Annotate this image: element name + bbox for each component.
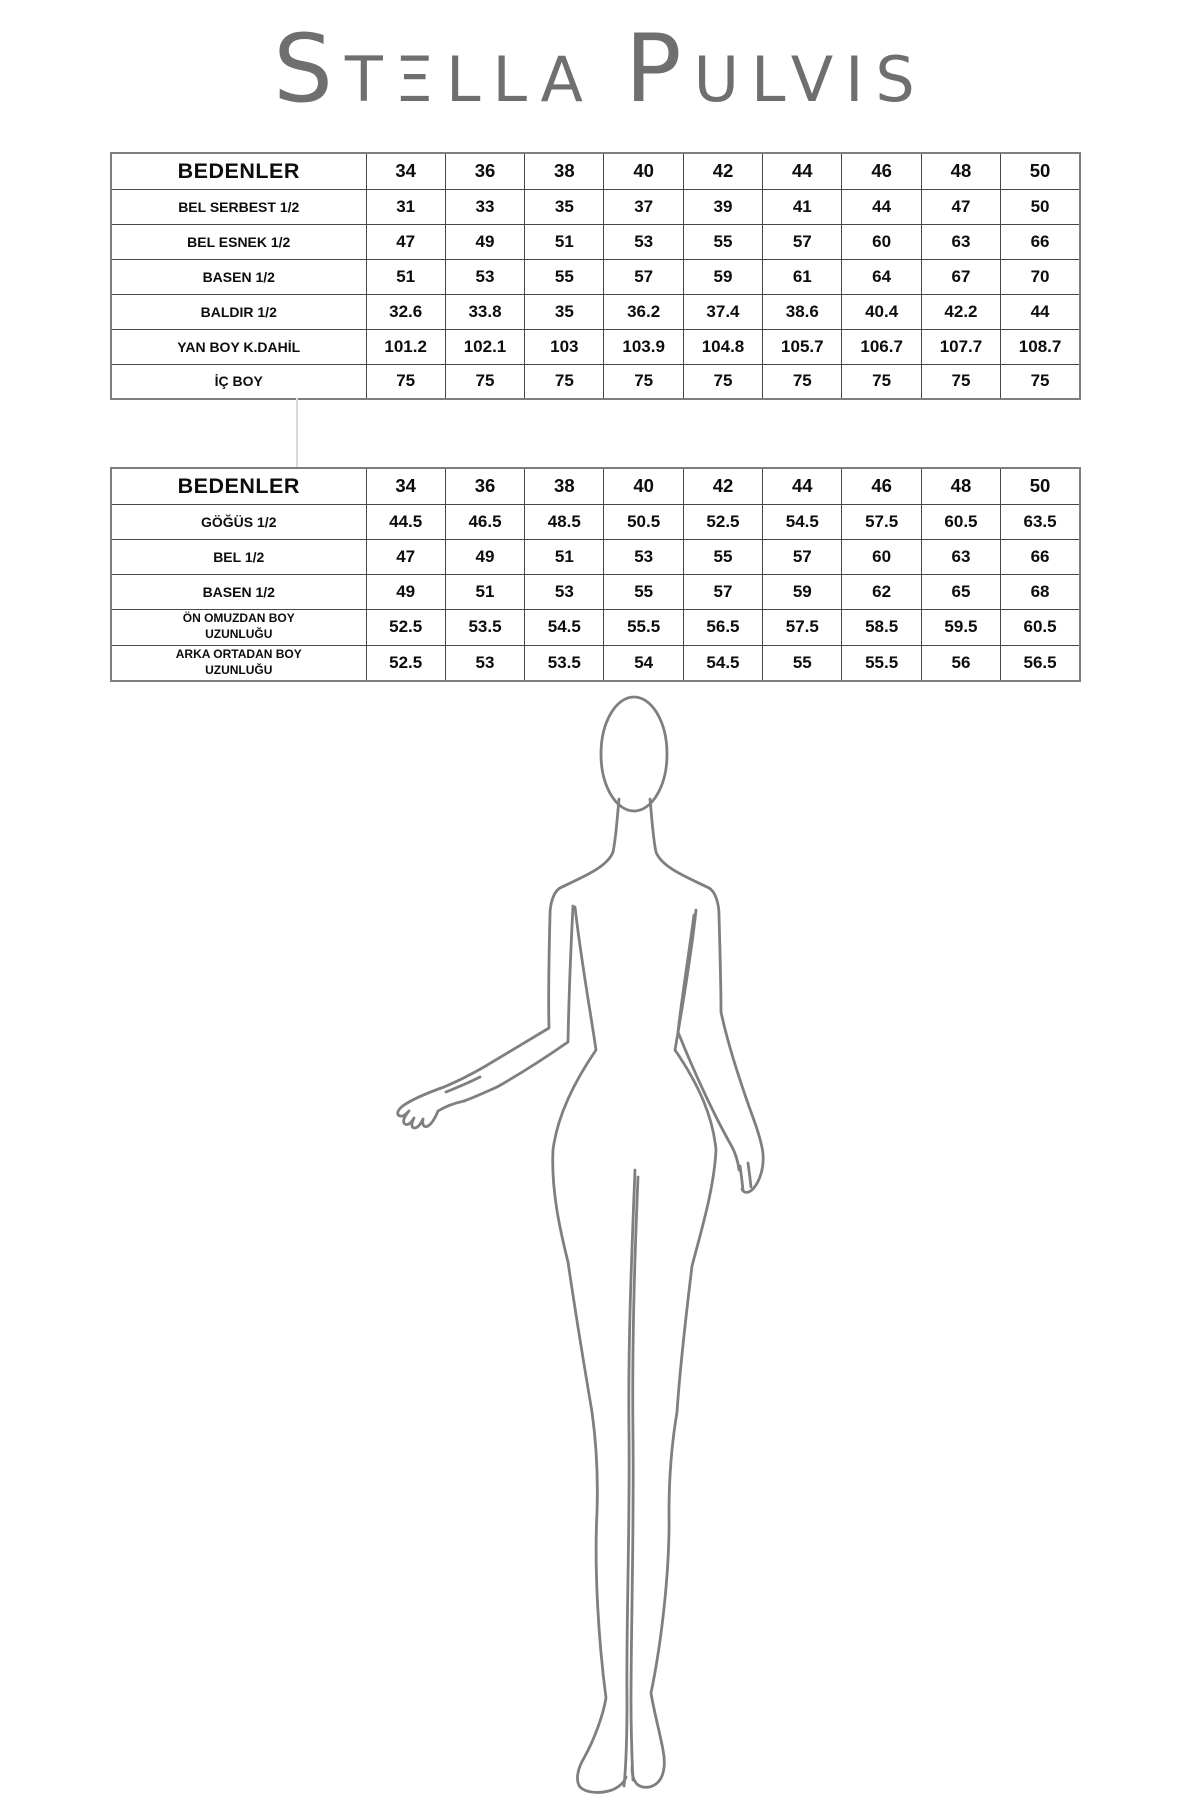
measurement-row-label [111,259,366,294]
measurement-value-cell: 55 [525,259,604,294]
measurement-value-cell: 38.6 [763,294,842,329]
measurement-row [111,259,1080,294]
croquis-right-arm-outer [650,799,763,1192]
croquis-left-hand-knuckle [446,1077,480,1092]
size-column-header: 50 [1001,468,1080,504]
measurement-row-label [111,224,366,259]
measurement-value-cell: 41 [763,189,842,224]
croquis-inner-leg-right [631,1177,638,1780]
measurement-value-cell: 53 [604,539,683,574]
size-chart-header-label: BEDENLER [111,468,366,504]
brand-logo [0,15,1200,128]
measurement-row-label [111,645,366,681]
size-chart-header-label: BEDENLER [111,153,366,189]
measurement-value-cell: 37 [604,189,683,224]
measurement-value-cell: 49 [366,574,445,609]
measurement-value-cell: 56.5 [683,609,762,645]
measurement-row [111,189,1080,224]
measurement-row [111,294,1080,329]
measurement-value-cell: 35 [525,294,604,329]
measurement-value-cell: 55 [683,539,762,574]
size-chart-lower-body [110,152,1081,400]
measurement-value-cell: 37.4 [683,294,762,329]
measurement-value-cell: 49 [445,539,524,574]
size-column-header: 34 [366,468,445,504]
size-column-header: 36 [445,468,524,504]
measurement-value-cell: 51 [366,259,445,294]
measurement-value-cell: 62 [842,574,921,609]
measurement-value-cell: 50.5 [604,504,683,539]
size-column-header: 36 [445,153,524,189]
measurement-value-cell: 47 [921,189,1000,224]
measurement-row-label [111,294,366,329]
measurement-value-cell: 66 [1001,539,1080,574]
measurement-value-cell: 53 [445,645,524,681]
measurement-value-cell: 108.7 [1001,329,1080,364]
measurement-value-cell: 57 [604,259,683,294]
measurement-value-cell: 106.7 [842,329,921,364]
size-column-header: 34 [366,153,445,189]
measurement-value-cell: 59 [683,259,762,294]
size-column-header: 46 [842,153,921,189]
measurement-value-cell: 60 [842,539,921,574]
measurement-value-cell: 57 [763,224,842,259]
measurement-value-cell: 52.5 [366,609,445,645]
measurement-value-cell: 54.5 [683,645,762,681]
size-column-header: 38 [525,468,604,504]
measurement-value-cell: 101.2 [366,329,445,364]
measurement-value-cell: 75 [525,364,604,399]
measurement-value-cell: 64 [842,259,921,294]
measurement-row-label-text: BASEN 1/2 [202,583,275,600]
measurement-value-cell: 70 [1001,259,1080,294]
measurement-row-label-text: ÖN OMUZDAN BOY UZUNLUĞU [182,611,295,641]
measurement-value-cell: 65 [921,574,1000,609]
measurement-value-cell: 54.5 [525,609,604,645]
measurement-row [111,645,1080,681]
size-column-header: 42 [683,468,762,504]
measurement-value-cell: 47 [366,224,445,259]
measurement-row-label-text: İÇ BOY [214,373,263,390]
measurement-value-cell: 53 [604,224,683,259]
measurement-row-label-text: ARKA ORTADAN BOY UZUNLUĞU [175,647,302,677]
brand-word-second: PULVIS [624,15,927,124]
size-column-header: 40 [604,468,683,504]
measurement-value-cell: 75 [763,364,842,399]
size-column-header: 38 [525,153,604,189]
measurement-value-cell: 46.5 [445,504,524,539]
measurement-value-cell: 63 [921,224,1000,259]
measurement-value-cell: 66 [1001,224,1080,259]
size-column-header: 42 [683,153,762,189]
measurement-value-cell: 42.2 [921,294,1000,329]
measurement-value-cell: 57 [763,539,842,574]
measurement-row-label-text: BASEN 1/2 [202,268,275,285]
measurement-value-cell: 55.5 [842,645,921,681]
scan-artifact-line [296,398,298,467]
measurement-value-cell: 32.6 [366,294,445,329]
measurement-value-cell: 59.5 [921,609,1000,645]
measurement-value-cell: 44 [842,189,921,224]
size-column-header: 48 [921,153,1000,189]
measurement-value-cell: 75 [604,364,683,399]
measurement-value-cell: 75 [842,364,921,399]
measurement-value-cell: 75 [1001,364,1080,399]
measurement-value-cell: 39 [683,189,762,224]
measurement-row-label [111,539,366,574]
measurement-value-cell: 55.5 [604,609,683,645]
measurement-value-cell: 31 [366,189,445,224]
measurement-value-cell: 33.8 [445,294,524,329]
croquis-head [601,697,667,811]
measurement-value-cell: 61 [763,259,842,294]
measurement-value-cell: 59 [763,574,842,609]
measurement-value-cell: 48.5 [525,504,604,539]
measurement-value-cell: 57 [683,574,762,609]
measurement-value-cell: 40.4 [842,294,921,329]
measurement-value-cell: 105.7 [763,329,842,364]
measurement-value-cell: 57.5 [842,504,921,539]
measurement-row-label [111,504,366,539]
measurement-value-cell: 55 [763,645,842,681]
croquis-left-arm-inner [464,906,573,1101]
croquis-inner-leg-left [624,1170,635,1786]
measurement-value-cell: 67 [921,259,1000,294]
measurement-row-label-text: BEL SERBEST 1/2 [178,198,300,215]
measurement-value-cell: 102.1 [445,329,524,364]
measurement-value-cell: 44.5 [366,504,445,539]
measurement-value-cell: 51 [525,224,604,259]
measurement-value-cell: 107.7 [921,329,1000,364]
measurement-row-label [111,329,366,364]
measurement-row-label [111,189,366,224]
croquis-left-arm-outer [444,799,619,1087]
measurement-value-cell: 104.8 [683,329,762,364]
measurement-value-cell: 75 [366,364,445,399]
measurement-value-cell: 57.5 [763,609,842,645]
measurement-row [111,364,1080,399]
measurement-row [111,504,1080,539]
measurement-row-label-text: BEL 1/2 [213,548,265,565]
measurement-value-cell: 58.5 [842,609,921,645]
measurement-value-cell: 75 [445,364,524,399]
measurement-value-cell: 44 [1001,294,1080,329]
measurement-value-cell: 55 [683,224,762,259]
measurement-value-cell: 54.5 [763,504,842,539]
measurement-row [111,224,1080,259]
measurement-value-cell: 60.5 [1001,609,1080,645]
measurement-value-cell: 68 [1001,574,1080,609]
measurement-value-cell: 63.5 [1001,504,1080,539]
measurement-value-cell: 56.5 [1001,645,1080,681]
measurement-value-cell: 33 [445,189,524,224]
size-chart-upper-body [110,467,1081,682]
size-column-header: 44 [763,468,842,504]
measurement-value-cell: 49 [445,224,524,259]
measurement-value-cell: 56 [921,645,1000,681]
size-column-header: 50 [1001,153,1080,189]
measurement-value-cell: 103.9 [604,329,683,364]
measurement-value-cell: 53.5 [445,609,524,645]
measurement-value-cell: 50 [1001,189,1080,224]
measurement-row [111,329,1080,364]
measurement-value-cell: 60 [842,224,921,259]
measurement-value-cell: 36.2 [604,294,683,329]
croquis-left-side [553,907,626,1792]
size-column-header: 40 [604,153,683,189]
measurement-value-cell: 51 [445,574,524,609]
measurement-value-cell: 52.5 [683,504,762,539]
measurement-row-label-text: BALDIR 1/2 [200,303,277,320]
measurement-row [111,539,1080,574]
measurement-row-label [111,609,366,645]
size-column-header: 48 [921,468,1000,504]
measurement-value-cell: 55 [604,574,683,609]
measurement-value-cell: 75 [683,364,762,399]
measurement-value-cell: 63 [921,539,1000,574]
measurement-row-label-text: YAN BOY K.DAHİL [177,338,301,355]
croquis-right-side [632,910,716,1787]
measurement-value-cell: 53 [525,574,604,609]
measurement-value-cell: 53 [445,259,524,294]
size-column-header: 46 [842,468,921,504]
measurement-value-cell: 103 [525,329,604,364]
measurement-row-label [111,364,366,399]
measurement-row-label-text: GÖĞÜS 1/2 [201,513,277,530]
measurement-row [111,574,1080,609]
measurement-value-cell: 60.5 [921,504,1000,539]
measurement-value-cell: 35 [525,189,604,224]
measurement-row-label-text: BEL ESNEK 1/2 [187,233,291,250]
brand-word-first: STΞLLA [273,15,595,124]
measurement-value-cell: 54 [604,645,683,681]
measurement-row-label [111,574,366,609]
measurement-value-cell: 53.5 [525,645,604,681]
measurement-value-cell: 47 [366,539,445,574]
croquis-right-arm-inner [678,915,739,1170]
measurement-value-cell: 51 [525,539,604,574]
croquis-outline [398,697,763,1792]
croquis-right-hand [740,1163,751,1190]
measurement-value-cell: 52.5 [366,645,445,681]
size-column-header: 44 [763,153,842,189]
measurement-row [111,609,1080,645]
croquis-left-hand [398,1087,464,1128]
measurement-value-cell: 75 [921,364,1000,399]
